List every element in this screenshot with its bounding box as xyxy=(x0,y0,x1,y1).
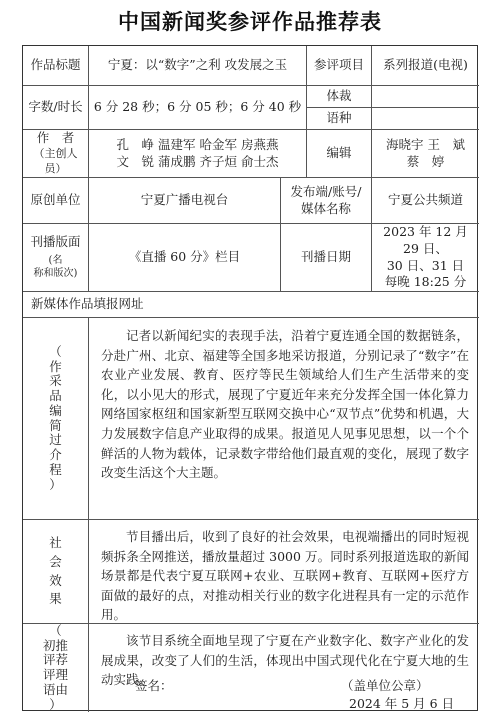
layout-label-text: 刊播版面 xyxy=(30,234,81,250)
genre-label: 体裁 xyxy=(307,86,372,108)
effect-label-char: 会 xyxy=(49,553,62,569)
effect-label xyxy=(23,520,89,624)
intro-label-char: 品 xyxy=(49,388,62,403)
url-label: 新媒体作品填报网址 xyxy=(23,292,479,318)
effect-text: 节目播出后，收到了良好的社会效果，电视端播出的同时短视频拆条全网推送，播放量超过 3000 万。同时系列报道选取的新闻场景都是代表宁夏互联网+农业、互联网+教育、互联网+医疗方面做的最好的点，对推动相关行业的数字化进程具有一定的示范作用。 xyxy=(101,529,469,623)
language-value xyxy=(372,108,479,130)
date-value xyxy=(372,224,479,292)
editor-line: 海晓宇 王 斌 xyxy=(386,136,465,152)
sign-date: 2024 年 5 月 6 日 xyxy=(349,696,455,711)
intro-label-char: ） xyxy=(49,476,62,492)
language-label: 语种 xyxy=(307,108,372,130)
authors-line: 文 锐 蒲成鹏 齐子烜 俞士杰 xyxy=(116,153,279,169)
length-label: 字数/时长 xyxy=(23,86,89,130)
entry-item-label: 参评项目 xyxy=(307,46,372,86)
recommend-label-char: 评理 xyxy=(42,667,68,682)
genre-value xyxy=(372,86,479,108)
length-value: 6 分 28 秒；6 分 05 秒；6 分 40 秒 xyxy=(89,86,307,130)
date-line: 每晚 18:25 分 xyxy=(384,274,467,290)
date-label: 刊播日期 xyxy=(281,224,372,292)
signature-label: 签名： xyxy=(135,678,173,693)
date-line: 30 日、31 日 xyxy=(386,257,465,273)
intro-text: 记者以新闻纪实的表现手法，沿着宁夏连通全国的数据链条，分赴广州、北京、福建等全国多地采访报道，分别记录了“数字”在农业产业发展、教育、医疗等民生领域给人们生产生活带来的变化，以小见大的形式，展现了宁夏近年来充分发挥全国一体化算力网络国家枢纽和国家新型互联网交换中心“双节点”优势和机遇，大力发展数字信息产业取得的成果。报道见人见事见思想，以一个个鲜活的人物为载体，记录数字带给他们最直观的变化，展现了数字改变生活这个大主题。 xyxy=(101,328,469,481)
intro-label-char: 编 xyxy=(49,402,62,418)
page-title: 中国新闻奖参评作品推荐表 xyxy=(118,10,382,34)
recommend-text: 该节目系统全面地呈现了宁夏在产业数字化、数字产业化的发展成果，改变了人们的生活，体现出中国式现代化在宁夏大地的生动实践。 xyxy=(101,633,469,688)
editor-value xyxy=(372,130,479,178)
authors-label xyxy=(23,130,89,178)
recommend-label-char: 评荐 xyxy=(42,652,68,668)
layout-label-small: (名 xyxy=(48,255,63,267)
work-title-label: 作品标题 xyxy=(23,46,89,86)
layout-label xyxy=(23,224,89,292)
intro-label-char: 介 xyxy=(49,447,62,462)
intro-label-char: 采 xyxy=(49,373,62,389)
intro-label-char: 简 xyxy=(49,417,62,433)
authors-line: 孔 峥 温建军 哈金军 房燕燕 xyxy=(116,136,279,152)
publisher-value: 宁夏公共频道 xyxy=(372,178,479,224)
unit-value: 宁夏广播电视台 xyxy=(89,178,281,224)
authors-label-line: 作 者 xyxy=(36,130,75,146)
authors-value xyxy=(89,130,307,178)
publisher-label xyxy=(281,178,372,224)
intro-label xyxy=(23,318,89,520)
recommendation-form xyxy=(22,45,478,711)
layout-label-small: 称和版次) xyxy=(33,268,78,280)
recommend-label-char: ） xyxy=(49,696,62,712)
work-title-value: 宁夏：以“数字”之利 攻发展之玉 xyxy=(89,46,307,86)
authors-label-line: （主创人员） xyxy=(33,147,78,175)
layout-label-main xyxy=(26,234,85,268)
recommend-label-char: 初推 xyxy=(42,637,68,653)
effect-label-char: 果 xyxy=(49,591,62,607)
editor-label: 编辑 xyxy=(307,130,372,178)
effect-label-char: 社 xyxy=(49,535,62,550)
editor-line: 蔡 婷 xyxy=(406,153,445,169)
date-line: 2023 年 12 月 29 日、 xyxy=(383,223,468,256)
recommend-label-char: （ xyxy=(49,622,62,638)
effect-label-char: 效 xyxy=(49,572,62,588)
intro-label-char: 作 xyxy=(49,358,62,374)
publisher-label-line: 媒体名称 xyxy=(300,200,351,216)
unit-label: 原创单位 xyxy=(23,178,89,224)
publisher-label-line: 发布端/账号/ xyxy=(290,183,362,199)
layout-value: 《直播 60 分》栏目 xyxy=(89,224,281,292)
recommend-label xyxy=(23,624,89,712)
intro-label-char: （ xyxy=(49,343,62,359)
intro-label-char: 过 xyxy=(49,432,62,448)
intro-label-char: 程 xyxy=(49,461,62,477)
recommend-label-char: 语由 xyxy=(42,681,68,697)
seal-label: （盖单位公章） xyxy=(341,678,429,693)
entry-item-value: 系列报道(电视) xyxy=(372,46,479,86)
